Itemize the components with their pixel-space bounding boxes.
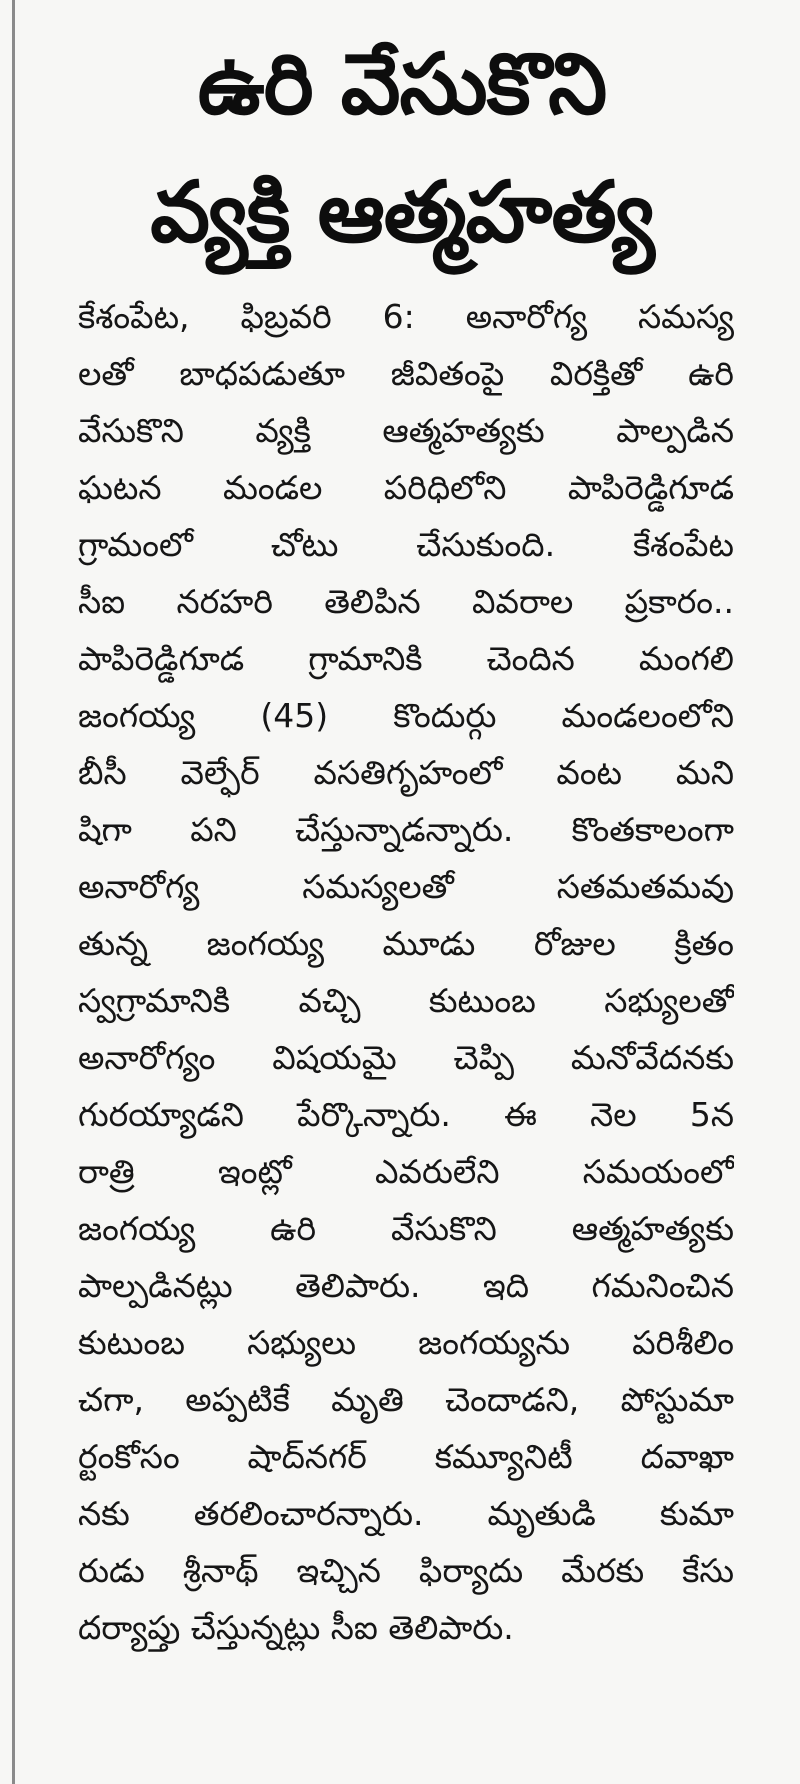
body-line: ఘటన మండల పరిధిలోని పాపిరెడ్డిగూడ (78, 468, 734, 507)
body-line: గురయ్యాడని పేర్కొన్నారు. ఈ నెల 5న (78, 1095, 734, 1134)
body-line: వేసుకొని వ్యక్తి ఆత్మహత్యకు పాల్పడిన (78, 411, 734, 450)
body-line: స్వగ్రామానికి వచ్చి కుటుంబ సభ్యులతో (78, 981, 734, 1020)
body-line: సీఐ నరహరి తెలిపిన వివరాల ప్రకారం.. (78, 582, 734, 621)
body-line: అనారోగ్య సమస్యలతో సతమతమవు (78, 867, 734, 906)
article-body (40, 288, 764, 1656)
body-line: దర్యాప్తు చేస్తున్నట్లు సీఐ తెలిపారు. (78, 1608, 514, 1647)
body-line: షిగా పని చేస్తున్నాడన్నారు. కొంతకాలంగా (78, 810, 734, 849)
body-line: బీసీ వెల్ఫేర్ వసతిగృహంలో వంట మని (78, 753, 734, 792)
body-line: ర్టంకోసం షాద్‌నగర్ కమ్యూనిటీ దవాఖా (78, 1437, 734, 1476)
body-line: రుడు శ్రీనాథ్ ఇచ్చిన ఫిర్యాదు మేరకు కేసు (78, 1551, 734, 1590)
body-line: కేశంపేట, ఫిబ్రవరి 6: అనారోగ్య సమస్య (78, 297, 734, 336)
body-line: పాల్పడినట్లు తెలిపారు. ఇది గమనించిన (78, 1266, 734, 1305)
body-line: గ్రామంలో చోటు చేసుకుంది. కేశంపేట (78, 525, 734, 564)
body-line: నకు తరలించారన్నారు. మృతుడి కుమా (78, 1494, 734, 1533)
headline-line-1: ఉరి వేసుకొని (197, 35, 607, 133)
headline-line-2: వ్యక్తి ఆత్మహత్య (150, 163, 654, 261)
body-line: అనారోగ్యం విషయమై చెప్పి మనోవేదనకు (78, 1038, 734, 1077)
body-line: జంగయ్య (45) కొందుర్గు మండలంలోని (78, 696, 734, 735)
body-line: తున్న జంగయ్య మూడు రోజుల క్రితం (78, 924, 734, 963)
headline (40, 20, 764, 276)
column-divider (12, 0, 15, 1784)
body-line: పాపిరెడ్డిగూడ గ్రామానికి చెందిన మంగలి (78, 639, 734, 678)
body-line: లతో బాధపడుతూ జీవితంపై విరక్తితో ఉరి (78, 354, 734, 393)
news-clipping (40, 20, 764, 1770)
body-line: జంగయ్య ఉరి వేసుకొని ఆత్మహత్యకు (78, 1209, 734, 1248)
body-line: రాత్రి ఇంట్లో ఎవరులేని సమయంలో (78, 1152, 734, 1191)
body-line: కుటుంబ సభ్యులు జంగయ్యను పరిశీలిం (78, 1323, 734, 1362)
body-line: చగా, అప్పటికే మృతి చెందాడని, పోస్టుమా (78, 1380, 734, 1419)
